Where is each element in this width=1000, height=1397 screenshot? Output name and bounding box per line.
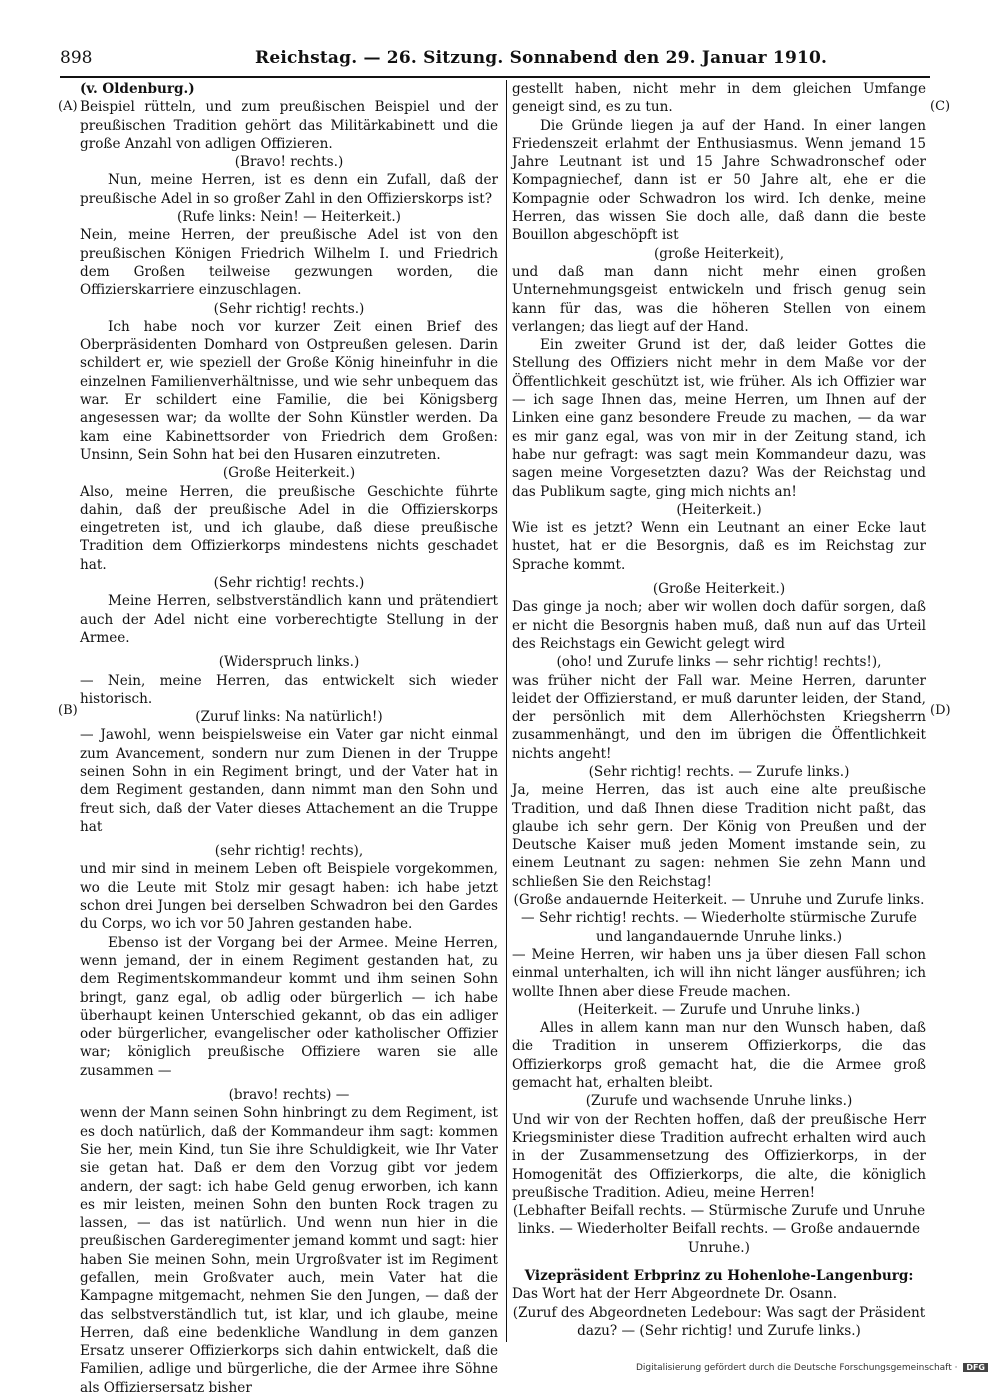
paragraph: — Nein, meine Herren, das entwickelt sich wieder historisch.	[80, 672, 498, 707]
digitization-credit	[636, 1363, 988, 1373]
paragraph: Beispiel rütteln, und zum preußischen Beispiel und der preußischen Tradition gehört das Militärkabinett und die große Anzahl von adligen Offizieren.	[80, 99, 498, 152]
paragraph: gestellt haben, nicht mehr in dem gleichen Umfange geneigt sind, es zu tun.	[512, 81, 926, 116]
interjection: (Bravo! rechts.)	[234, 154, 344, 171]
paragraph: Und wir von der Rechten hoffen, daß der preußische Herr Kriegsminister diese Tradition aufrecht erhalten wird auch in der Zusammensetzung des Offizierkorps, in der Homogenität des Offizierkorps, die alte, die königlich preußische Tradition. Adieu, meine Herren!	[512, 1111, 926, 1201]
paragraph: Alles in allem kann man nur den Wunsch haben, daß die Tradition in unserem Offizierkorps, die das Offizierkorps groß gemacht hat, die die Armee groß gemacht hat, erhalten bleibt.	[512, 1020, 926, 1092]
speaker-tag: (v. Oldenburg.)	[80, 81, 195, 97]
margin-mark-a: (A)	[58, 99, 78, 114]
page-header	[60, 46, 930, 72]
paragraph: und daß man dann nicht mehr einen großen Unternehmungsgeist entwickeln und frisch genug sein kann für das, was die höheren Stellen von einem verlangen; das liegt auf der Hand.	[512, 263, 926, 335]
paragraph: was früher nicht der Fall war. Meine Herren, darunter leidet der Offizierstand, er muß darunter leiden, der Stand, der persönlich mit dem Allerhöchsten Kriegsherrn zusammenhängt, und den im übrigen die Öffentlichkeit nichts angeht!	[512, 672, 926, 762]
interjection: (Sehr richtig! rechts.)	[213, 300, 365, 317]
interjection: (Sehr richtig! rechts. — Zurufe links.)	[588, 763, 850, 780]
margin-mark-d: (D)	[930, 703, 951, 718]
paragraph: Also, meine Herren, die preußische Geschichte führte dahin, daß der preußische Adel in die Offizierskorps eingetreten ist, und ich glaube, daß diese preußische Tradition dem Offizierkorps mindestens nichts geschadet hat.	[80, 483, 498, 573]
interjection: (Rufe links: Nein! — Heiterkeit.)	[177, 209, 401, 226]
paragraph: Ebenso ist der Vorgang bei der Armee. Meine Herren, wenn jemand, der in einem Regiment gestanden hat, zu dem Regimentskommandeur kommt und ihm seinen Sohn bringt, ganz egal, ob adlig oder bürgerlich — ich habe überhaupt keinen Unterschied gekannt, ob das ein adliger oder bürgerlicher, evangelischer oder katholischer Offizier war; königlich preußische Offiziere waren sie alle zusammen —	[80, 934, 498, 1079]
interjection: (Sehr richtig! rechts.)	[213, 575, 365, 592]
dfg-logo: DFG	[963, 1363, 988, 1372]
paragraph: Die Gründe liegen ja auf der Hand. In einer langen Friedenszeit erlahmt der Enthusiasmus. Wenn jemand 15 Jahre Leutnant ist und 15 Jahre Schwadronschef oder Kompagniechef, dann ist er 50 Jahre alt, ehe er die Kompagnie oder Schwadron los wird. Ich denke, meine Herren, das wissen Sie doch alle, daß dann die beste Bouillon abgeschöpft ist	[512, 117, 926, 244]
paragraph: — Meine Herren, wir haben uns ja über diesen Fall schon einmal unterhalten, ich will ihn nicht länger ausführen; ich wollte Ihnen aber diese Freude machen.	[512, 946, 926, 1000]
column-divider	[506, 80, 507, 1342]
right-column	[512, 80, 926, 1340]
page-number: 898	[60, 48, 93, 68]
paragraph: Ein zweiter Grund ist der, daß leider Gottes die Stellung des Offiziers nicht mehr in dem Maße vor der Öffentlichkeit geschützt ist, wie früher. Als ich Offizier war — ich sage Ihnen das, meine Herren, um Ihnen auf der Linken eine ganz besondere Freude zu machen, — da war es mir ganz egal, was von mir in der Zeitung stand, ich habe nur gefragt: was sagt mein Kommandeur dazu, was sagen meine Vorgesetzten dazu? Was der Reichstag und das Publikum sagte, ging mich nichts an!	[512, 337, 926, 500]
interjection: (Zurufe und wachsende Unruhe links.)	[585, 1093, 853, 1110]
paragraph: Meine Herren, selbstverständlich kann und prätendiert auch der Adel nicht eine vorberechtigte Stellung in der Armee.	[80, 593, 498, 646]
interjection: (sehr richtig! rechts),	[214, 843, 364, 860]
interjection: (oho! und Zurufe links — sehr richtig! rechts!),	[556, 654, 882, 671]
paragraph: Nun, meine Herren, ist es denn ein Zufall, daß der preußische Adel in so großer Zahl in den Offizierskorps ist?	[80, 172, 498, 207]
interjection: (Heiterkeit.)	[676, 501, 762, 518]
paragraph: Das Wort hat der Herr Abgeordnete Dr. Osann.	[512, 1286, 838, 1303]
interjection: (Heiterkeit. — Zurufe und Unruhe links.)	[577, 1001, 861, 1018]
paragraph: und mir sind in meinem Leben oft Beispiele vorgekommen, wo die Leute mit Stolz mir gesagt haben: ich habe jetzt schon drei Jungen bei derselben Schwadron bei den Gardes du Corps, wo ich vor 50 Jahren gestanden habe.	[80, 861, 498, 933]
left-column	[80, 80, 498, 1397]
interjection: (Lebhafter Beifall rechts. — Stürmische Zurufe und Unruhe links. — Wiederholter Beifall rechts. — Große andauernde Unruhe.)	[512, 1203, 926, 1256]
margin-mark-b: (B)	[58, 703, 78, 718]
paragraph: wenn der Mann seinen Sohn hinbringt zu dem Regiment, ist es doch natürlich, daß der Kommandeur ihm sagt: kommen Sie her, mein Kind, tun Sie ihre Schuldigkeit, wie Ihr Vater sie getan hat. Daß er dem den Vorzug gibt vor jedem andern, der sagt: ich habe Geld genug erworben, ich kann es mir leisten, meinen Sohn den bunten Rock tragen zu lassen, — das ist natürlich. Und wenn nun hier in die preußischen Garderegimenter jemand kommt und sagt: hier haben Sie meinen Sohn, mein Urgroßvater ist im Regiment gefallen, mein Großvater auch, mein Vater hat die Kampagne mitgemacht, nehmen Sie den Jungen, — daß der das selbstverständlich tut, ist klar, und ich glaube, meine Herren, daß eine bedenkliche Wandlung in dem ganzen Ersatz unserer Offizierkorps sich dahin entwickelt, daß die Familien, adlige und bürgerliche, die der Armee ihre Söhne als Offiziersersatz bisher	[80, 1105, 498, 1396]
interjection: (Zuruf links: Na natürlich!)	[195, 709, 383, 726]
running-head: Reichstag. — 26. Sitzung. Sonnabend den 29. Januar 1910.	[255, 48, 828, 68]
interjection: (Zuruf des Abgeordneten Ledebour: Was sagt der Präsident dazu? — (Sehr richtig! und Zurufe links.)	[512, 1304, 926, 1339]
header-rule	[60, 76, 930, 78]
speaker-heading: Vizepräsident Erbprinz zu Hohenlohe-Langenburg:	[524, 1268, 914, 1284]
interjection: (bravo! rechts) —	[228, 1087, 350, 1104]
paragraph: Das ginge ja noch; aber wir wollen doch dafür sorgen, daß er nicht die Besorgnis haben muß, daß nun auf das Urteil des Reichstags ein Gewicht gelegt wird	[512, 599, 926, 652]
paragraph: Ich habe noch vor kurzer Zeit einen Brief des Oberpräsidenten Domhard von Ostpreußen gelesen. Darin schildert er, wie speziell der Große König hineinfuhr in die einzelnen Familienverhältnisse, und wie sehr unbequem das war. Er schildert eine Familie, die bei Königsberg angesessen war; da wollte der Sohn Künstler werden. Da kam eine Kabinettsorder von Friedrich dem Großen: Unsinn, Sein Sohn hat bei den Husaren einzutreten.	[80, 318, 498, 463]
interjection: (Große Heiterkeit.)	[222, 465, 356, 482]
paragraph: Ja, meine Herren, das ist auch eine alte preußische Tradition, und daß Ihnen diese Tradition nicht paßt, das glaube ich sehr gern. Der König von Preußen und der Deutsche Kaiser muß jeden Moment imstande sein, zu einem Leutnant zu sagen: nehmen Sie zehn Mann und schließen Sie den Reichstag!	[512, 782, 926, 890]
interjection: (große Heiterkeit),	[653, 245, 785, 262]
paragraph: Wie ist es jetzt? Wenn ein Leutnant an einer Ecke laut hustet, hat er die Besorgnis, daß es im Reichstag zur Sprache kommt.	[512, 520, 926, 573]
interjection: (Widerspruch links.)	[218, 654, 360, 671]
credit-text: Digitalisierung gefördert durch die Deutsche Forschungsgemeinschaft ·	[635, 1363, 958, 1373]
interjection: (Große Heiterkeit.)	[652, 581, 786, 598]
paragraph: — Jawohl, wenn beispielsweise ein Vater gar nicht einmal zum Avancement, sondern nur zum Dienen in der Truppe seinen Sohn in ein Regiment bringt, und der Vater hat in dem Regiment gestanden, dann nimmt man den Sohn und freut sich, daß der Vater dieses Attachement an die Truppe hat	[80, 727, 498, 835]
interjection: (Große andauernde Heiterkeit. — Unruhe und Zurufe links. — Sehr richtig! rechts. — Wiederholte stürmische Zurufe und langandauernde Unruhe links.)	[513, 892, 925, 945]
margin-mark-c: (C)	[930, 99, 951, 114]
paragraph: Nein, meine Herren, der preußische Adel ist von den preußischen Königen Friedrich Wilhelm I. und Friedrich dem Großen teilweise gezwungen worden, die Offizierskarriere einzuschlagen.	[80, 227, 498, 299]
